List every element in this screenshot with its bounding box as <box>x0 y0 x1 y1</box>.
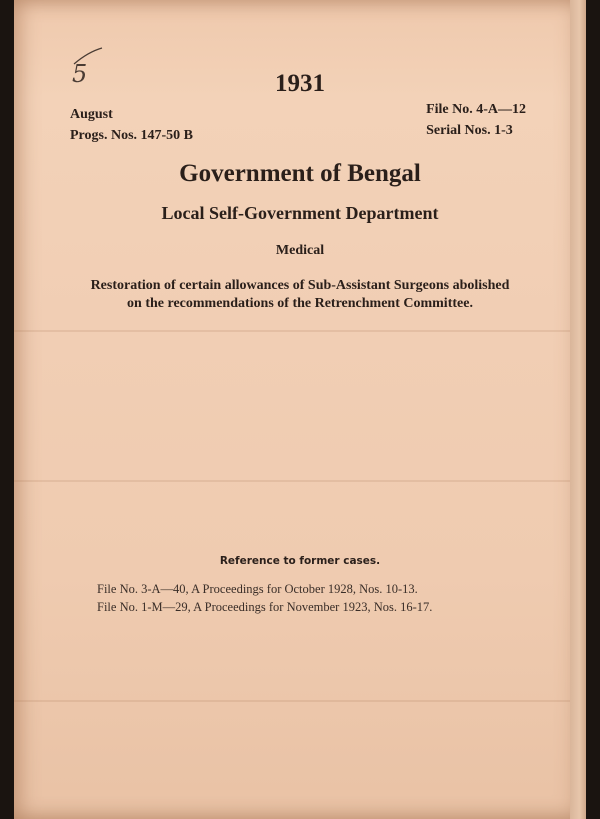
document-page <box>14 0 586 819</box>
left-meta-block <box>70 104 193 146</box>
handwritten-number: 5 <box>72 60 88 88</box>
paper-crease <box>14 330 586 332</box>
references-heading: Reference to former cases. <box>219 555 381 567</box>
subject-line-2: on the recommendations of the Retrenchment Committee. <box>127 296 473 311</box>
reference-item: File No. 1-M—29, A Proceedings for November 1923, Nos. 16-17. <box>97 600 433 614</box>
progs-numbers: Progs. Nos. 147-50 B <box>70 128 194 143</box>
right-meta-block <box>426 99 526 141</box>
paper-crease <box>14 480 586 482</box>
subject-line-1: Restoration of certain allowances of Sub-Assistant Surgeons abolished <box>90 278 510 293</box>
document-year: 1931 <box>275 70 325 97</box>
underlying-page-edge <box>570 0 586 819</box>
month-label: August <box>70 107 113 122</box>
reference-item: File No. 3-A—40, A Proceedings for October 1928, Nos. 10-13. <box>97 582 418 596</box>
department-title: Local Self-Government Department <box>161 203 439 223</box>
file-number: File No. 4-A—12 <box>426 102 526 117</box>
serial-numbers: Serial Nos. 1-3 <box>426 123 513 138</box>
section-title: Medical <box>275 243 325 258</box>
subject-text <box>54 277 546 313</box>
government-title: Government of Bengal <box>179 160 421 187</box>
paper-crease <box>14 700 586 702</box>
references-list <box>97 580 432 616</box>
